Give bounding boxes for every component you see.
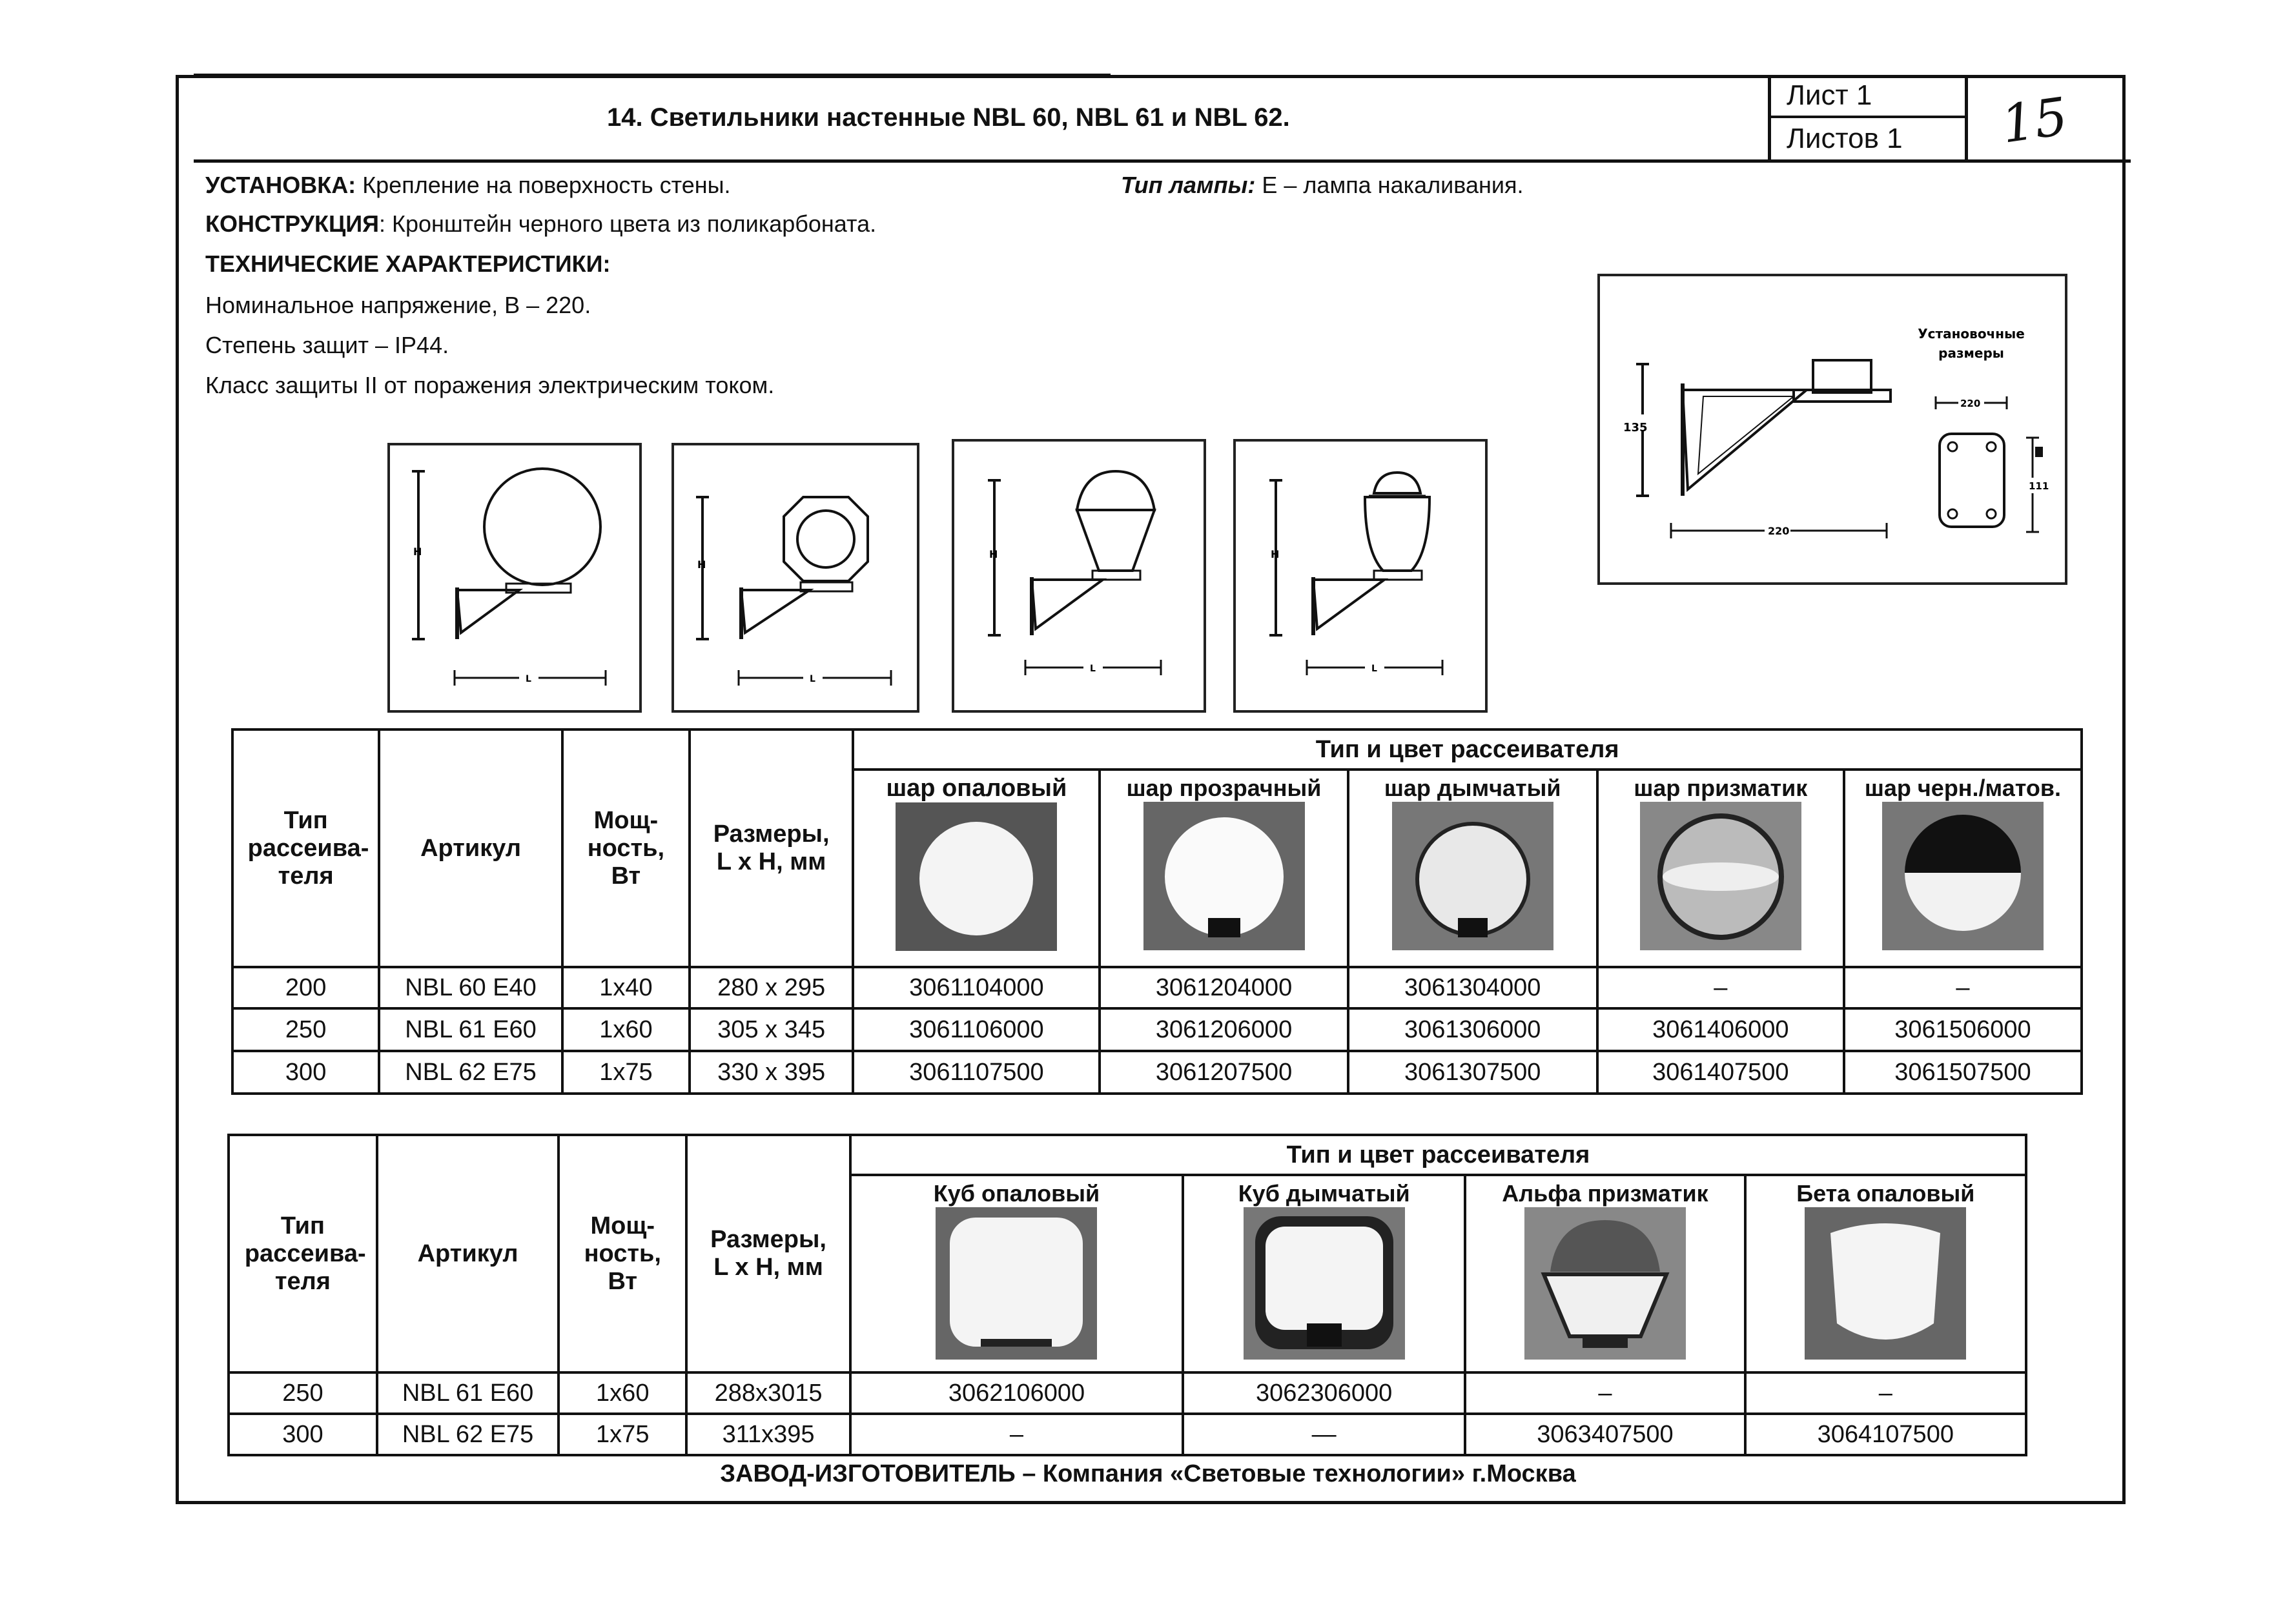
cell-code: 3061506000: [1844, 1008, 2082, 1051]
cell-code: –: [1465, 1372, 1745, 1414]
table-row: [229, 1372, 2026, 1414]
cell-code: 3062306000: [1183, 1372, 1465, 1414]
opal-sphere-photo: [896, 802, 1057, 951]
mount-title-2: размеры: [1938, 345, 2004, 361]
cell-size: 288x3015: [686, 1372, 850, 1414]
diffuser-group-header: Тип и цвет рассеивателя: [850, 1135, 2026, 1175]
cell-article: NBL 62 E75: [379, 1051, 562, 1094]
cell-size: 305 x 345: [690, 1008, 853, 1051]
cell-power: 1x60: [562, 1008, 690, 1051]
sheet-number-box: [1768, 75, 1968, 163]
dim-220: 220: [1768, 525, 1790, 537]
variant-header: Альфа призматик: [1465, 1175, 1745, 1372]
cell-article: NBL 62 E75: [377, 1414, 559, 1455]
mounting-dimensions-drawing: [1600, 276, 2065, 582]
col-article-header: Артикул: [379, 729, 562, 967]
col-size-header: Размеры, L x H, мм: [686, 1135, 850, 1372]
cell-code: 3061406000: [1597, 1008, 1844, 1051]
prismatic-sphere-photo: [1640, 802, 1801, 950]
cell-code: 3061206000: [1100, 1008, 1348, 1051]
variant-header: шар дымчатый: [1348, 770, 1597, 967]
h-label: H: [989, 548, 998, 560]
h-label: H: [697, 558, 706, 571]
sheets-total-label: Листов 1: [1787, 123, 1903, 154]
cell-type: 300: [229, 1414, 377, 1455]
cell-code: –: [1844, 967, 2082, 1008]
install-text: Крепление на поверхность стены.: [356, 172, 731, 198]
l-label: L: [1371, 664, 1377, 674]
col-type-header: Тип рассеива-теля: [232, 729, 379, 967]
construction-line: [205, 210, 876, 238]
cell-size: 311x395: [686, 1414, 850, 1455]
col-power-header: Мощ-ность, Вт: [562, 729, 690, 967]
alpha-luminaire-drawing: [954, 442, 1204, 710]
cell-power: 1x40: [562, 967, 690, 1008]
col-power-header: Мощ-ность, Вт: [559, 1135, 686, 1372]
construction-text: : Кронштейн черного цвета из поликарбоната.: [379, 210, 877, 237]
cell-code: 3061407500: [1597, 1051, 1844, 1094]
cell-code: –: [850, 1414, 1183, 1455]
cell-article: NBL 60 E40: [379, 967, 562, 1008]
h-label: H: [1271, 548, 1280, 560]
table-row: [232, 1051, 2082, 1094]
table-row: [232, 1008, 2082, 1051]
variant-header: шар призматик: [1597, 770, 1844, 967]
lamp-text: Е – лампа накаливания.: [1255, 172, 1524, 198]
dim-111: 111: [2029, 480, 2049, 492]
l-label: L: [810, 674, 815, 684]
clear-sphere-photo: [1143, 802, 1305, 950]
cell-code: 3061306000: [1348, 1008, 1597, 1051]
class-line: Класс защиты II от поражения электрическим током.: [205, 372, 775, 398]
cell-code: –: [1597, 967, 1844, 1008]
table-row: [229, 1414, 2026, 1455]
cell-code: 3064107500: [1745, 1414, 2026, 1455]
mounting-dimensions-panel: [1597, 274, 2067, 585]
black-matte-sphere-photo: [1882, 802, 2044, 950]
sphere-luminaire-drawing: [390, 445, 639, 710]
cell-code: 3062106000: [850, 1372, 1183, 1414]
variant-header: шар опаловый: [853, 770, 1100, 967]
table-row: [232, 967, 2082, 1008]
cell-code: 3061104000: [853, 967, 1100, 1008]
ip-line: Степень защит – IP44.: [205, 332, 449, 358]
cell-code: 3061507500: [1844, 1051, 2082, 1094]
cell-code: —: [1183, 1414, 1465, 1455]
cell-article: NBL 61 E60: [379, 1008, 562, 1051]
cell-power: 1x75: [559, 1414, 686, 1455]
cell-code: 3063407500: [1465, 1414, 1745, 1455]
variant-header: Куб опаловый: [850, 1175, 1183, 1372]
cell-type: 200: [232, 967, 379, 1008]
handwritten-page-number: 15: [1998, 86, 2071, 155]
install-line: [205, 172, 731, 199]
table-sphere-luminaires: [231, 728, 2083, 1095]
cell-size: 330 x 395: [690, 1051, 853, 1094]
beta-opal-photo: [1805, 1207, 1966, 1360]
smoked-cube-photo: [1244, 1207, 1405, 1360]
cell-article: NBL 61 E60: [377, 1372, 559, 1414]
cell-type: 250: [229, 1372, 377, 1414]
drawing-alpha: [952, 439, 1206, 713]
variant-header: Куб дымчатый: [1183, 1175, 1465, 1372]
lamp-type-line: [1121, 172, 1524, 199]
tech-heading: [205, 250, 610, 278]
construction-label: КОНСТРУКЦИЯ: [205, 210, 380, 237]
l-label: L: [1090, 664, 1096, 674]
table-cube-luminaires: [227, 1134, 2027, 1456]
tech-label: ТЕХНИЧЕСКИЕ ХАРАКТЕРИСТИКИ:: [205, 250, 611, 277]
drawing-sphere: [387, 443, 642, 713]
cell-code: 3061106000: [853, 1008, 1100, 1051]
cell-code: 3061307500: [1348, 1051, 1597, 1094]
col-type-header: Тип рассеива-теля: [229, 1135, 377, 1372]
cell-type: 250: [232, 1008, 379, 1051]
variant-header: шар черн./матов.: [1844, 770, 2082, 967]
drawing-beta: [1233, 439, 1488, 713]
col-article-header: Артикул: [377, 1135, 559, 1372]
voltage-line: Номинальное напряжение, В – 220.: [205, 292, 591, 318]
lamp-label: Тип лампы:: [1121, 172, 1256, 198]
install-label: УСТАНОВКА:: [205, 172, 356, 198]
variant-header: шар прозрачный: [1100, 770, 1348, 967]
cell-code: –: [1745, 1372, 2026, 1414]
dim-135: 135: [1623, 421, 1648, 434]
variant-header: Бета опаловый: [1745, 1175, 2026, 1372]
diffuser-group-header: Тип и цвет рассеивателя: [853, 729, 2082, 770]
cell-code: 3061204000: [1100, 967, 1348, 1008]
sheet-label: Лист 1: [1771, 75, 1965, 118]
manufacturer-footer: ЗАВОД-ИЗГОТОВИТЕЛЬ – Компания «Световые технологии» г.Москва: [720, 1460, 1576, 1487]
beta-luminaire-drawing: [1236, 442, 1485, 710]
opal-cube-photo: [936, 1207, 1097, 1360]
cell-power: 1x60: [559, 1372, 686, 1414]
mount-title-1: Установочные: [1918, 326, 2025, 342]
alpha-prismatic-photo: [1524, 1207, 1686, 1360]
smoked-sphere-photo: [1392, 802, 1553, 950]
dim-220-small: 220: [1960, 398, 1981, 409]
h-label: H: [413, 546, 422, 558]
page-title: 14. Светильники настенные NBL 60, NBL 61 и NBL 62.: [607, 103, 1290, 132]
col-size-header: Размеры, L x H, мм: [690, 729, 853, 967]
cell-code: 3061107500: [853, 1051, 1100, 1094]
cell-code: 3061207500: [1100, 1051, 1348, 1094]
cell-code: 3061304000: [1348, 967, 1597, 1008]
drawing-cube: [671, 443, 919, 713]
cube-luminaire-drawing: [674, 445, 917, 710]
cell-type: 300: [232, 1051, 379, 1094]
l-label: L: [526, 674, 531, 684]
cell-power: 1x75: [562, 1051, 690, 1094]
cell-size: 280 x 295: [690, 967, 853, 1008]
